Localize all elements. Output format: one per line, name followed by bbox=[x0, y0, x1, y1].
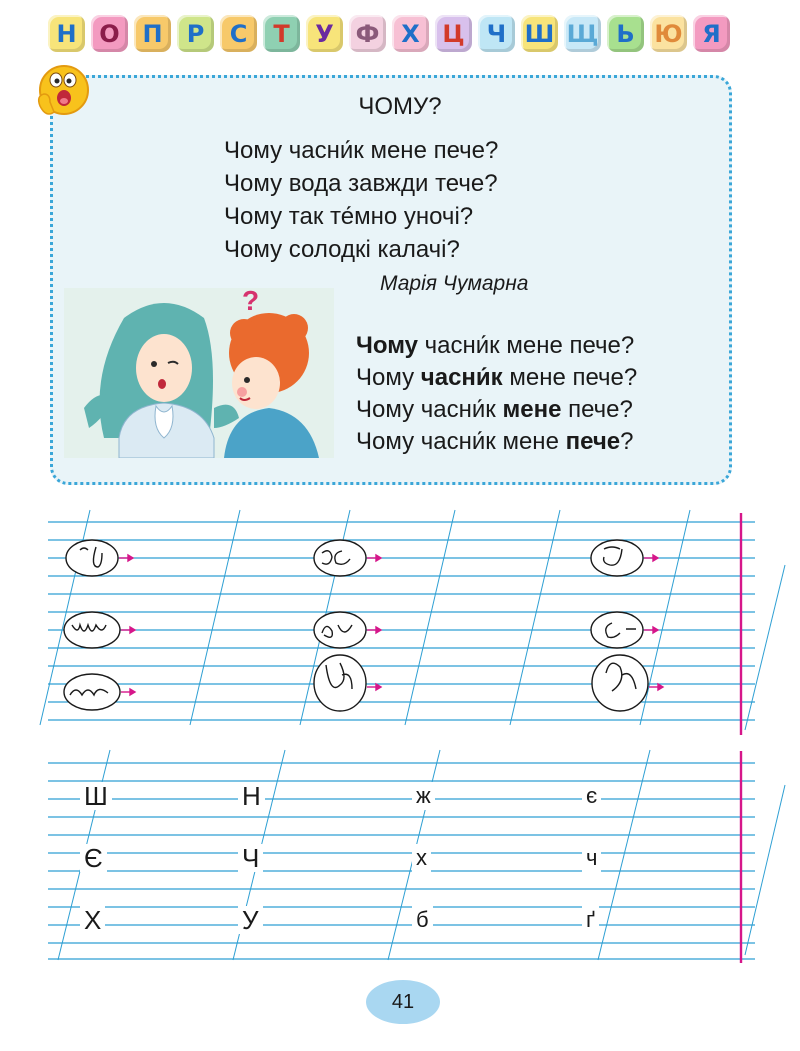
copy-letter: У bbox=[238, 906, 263, 934]
alphabet-tile bbox=[521, 15, 558, 52]
alphabet-letter: Я bbox=[702, 19, 721, 48]
copy-letter: ґ bbox=[582, 906, 599, 934]
alphabet-tile bbox=[564, 15, 601, 52]
alphabet-letter: Ч bbox=[486, 19, 507, 48]
cursive-sample bbox=[64, 540, 648, 711]
alphabet-letter: Р bbox=[186, 19, 205, 48]
emphasis-line: Чому часни́к мене пече? bbox=[356, 332, 635, 359]
alphabet-letter: Ф bbox=[355, 19, 380, 48]
stressed-word: пече bbox=[565, 428, 621, 455]
alphabet-letter: Ш bbox=[524, 19, 555, 48]
alphabet-letter: П bbox=[142, 19, 163, 48]
alphabet-letter: О bbox=[99, 19, 120, 48]
stressed-word: мене bbox=[502, 396, 562, 423]
letter-copy-grid bbox=[0, 745, 800, 970]
cursive-practice-grid bbox=[0, 505, 800, 735]
alphabet-letter: Ь bbox=[616, 19, 635, 48]
alphabet-letter: Н bbox=[56, 19, 77, 48]
poem-line: Чому вода завжди тече? bbox=[224, 170, 498, 197]
poem-line: Чому солодкі калачі? bbox=[224, 236, 460, 263]
alphabet-tile bbox=[478, 15, 515, 52]
alphabet-tile bbox=[91, 15, 128, 52]
slant-lines bbox=[40, 510, 785, 730]
alphabet-tile bbox=[48, 15, 85, 52]
alphabet-letter: Ю bbox=[654, 19, 683, 48]
page-number: 41 bbox=[391, 990, 415, 1013]
alphabet-tile bbox=[349, 15, 386, 52]
guide-lines bbox=[48, 522, 755, 720]
stressed-word: часни́к bbox=[420, 364, 503, 391]
alphabet-tile bbox=[134, 15, 171, 52]
alphabet-letter: С bbox=[229, 19, 248, 48]
copy-letter: Ш bbox=[80, 782, 112, 810]
copy-letter: Х bbox=[80, 906, 105, 934]
alphabet-letter: Щ bbox=[566, 19, 599, 48]
alphabet-tile bbox=[306, 15, 343, 52]
emphasis-line: Чому часни́к мене пече? bbox=[356, 364, 638, 391]
alphabet-letter: У bbox=[315, 19, 334, 48]
alphabet-tile bbox=[435, 15, 472, 52]
alphabet-strip bbox=[48, 15, 738, 55]
svg-text:?: ? bbox=[242, 288, 260, 316]
poem-title: ЧОМУ? bbox=[358, 93, 442, 120]
copy-letter: є bbox=[582, 782, 601, 810]
alphabet-tile bbox=[650, 15, 687, 52]
copy-letter: ч bbox=[582, 844, 601, 872]
copy-letter: ж bbox=[412, 782, 435, 810]
alphabet-letter: Х bbox=[401, 19, 420, 48]
alphabet-letter: Т bbox=[273, 19, 290, 48]
copy-letter: Є bbox=[80, 844, 107, 872]
alphabet-tile bbox=[607, 15, 644, 52]
page-number-badge bbox=[366, 980, 440, 1024]
alphabet-tile bbox=[392, 15, 429, 52]
alphabet-tile bbox=[220, 15, 257, 52]
poem-line: Чому так те́мно уночі? bbox=[224, 203, 474, 230]
emphasis-line: Чому часни́к мене пече? bbox=[356, 428, 634, 455]
guide-lines bbox=[48, 763, 755, 959]
alphabet-tile bbox=[177, 15, 214, 52]
copy-letter: Ч bbox=[238, 844, 263, 872]
alphabet-tile bbox=[263, 15, 300, 52]
alphabet-tile bbox=[693, 15, 730, 52]
poem-author: Марія Чумарна bbox=[380, 272, 529, 295]
copy-letter: х bbox=[412, 844, 431, 872]
alphabet-letter: Ц bbox=[442, 19, 465, 48]
poem-line: Чому часни́к мене пече? bbox=[224, 137, 499, 164]
children-illustration bbox=[64, 288, 334, 458]
emphasis-line: Чому часни́к мене пече? bbox=[356, 396, 633, 423]
copy-letter: б bbox=[412, 906, 433, 934]
copy-letter: Н bbox=[238, 782, 265, 810]
stressed-word: Чому bbox=[356, 332, 418, 359]
